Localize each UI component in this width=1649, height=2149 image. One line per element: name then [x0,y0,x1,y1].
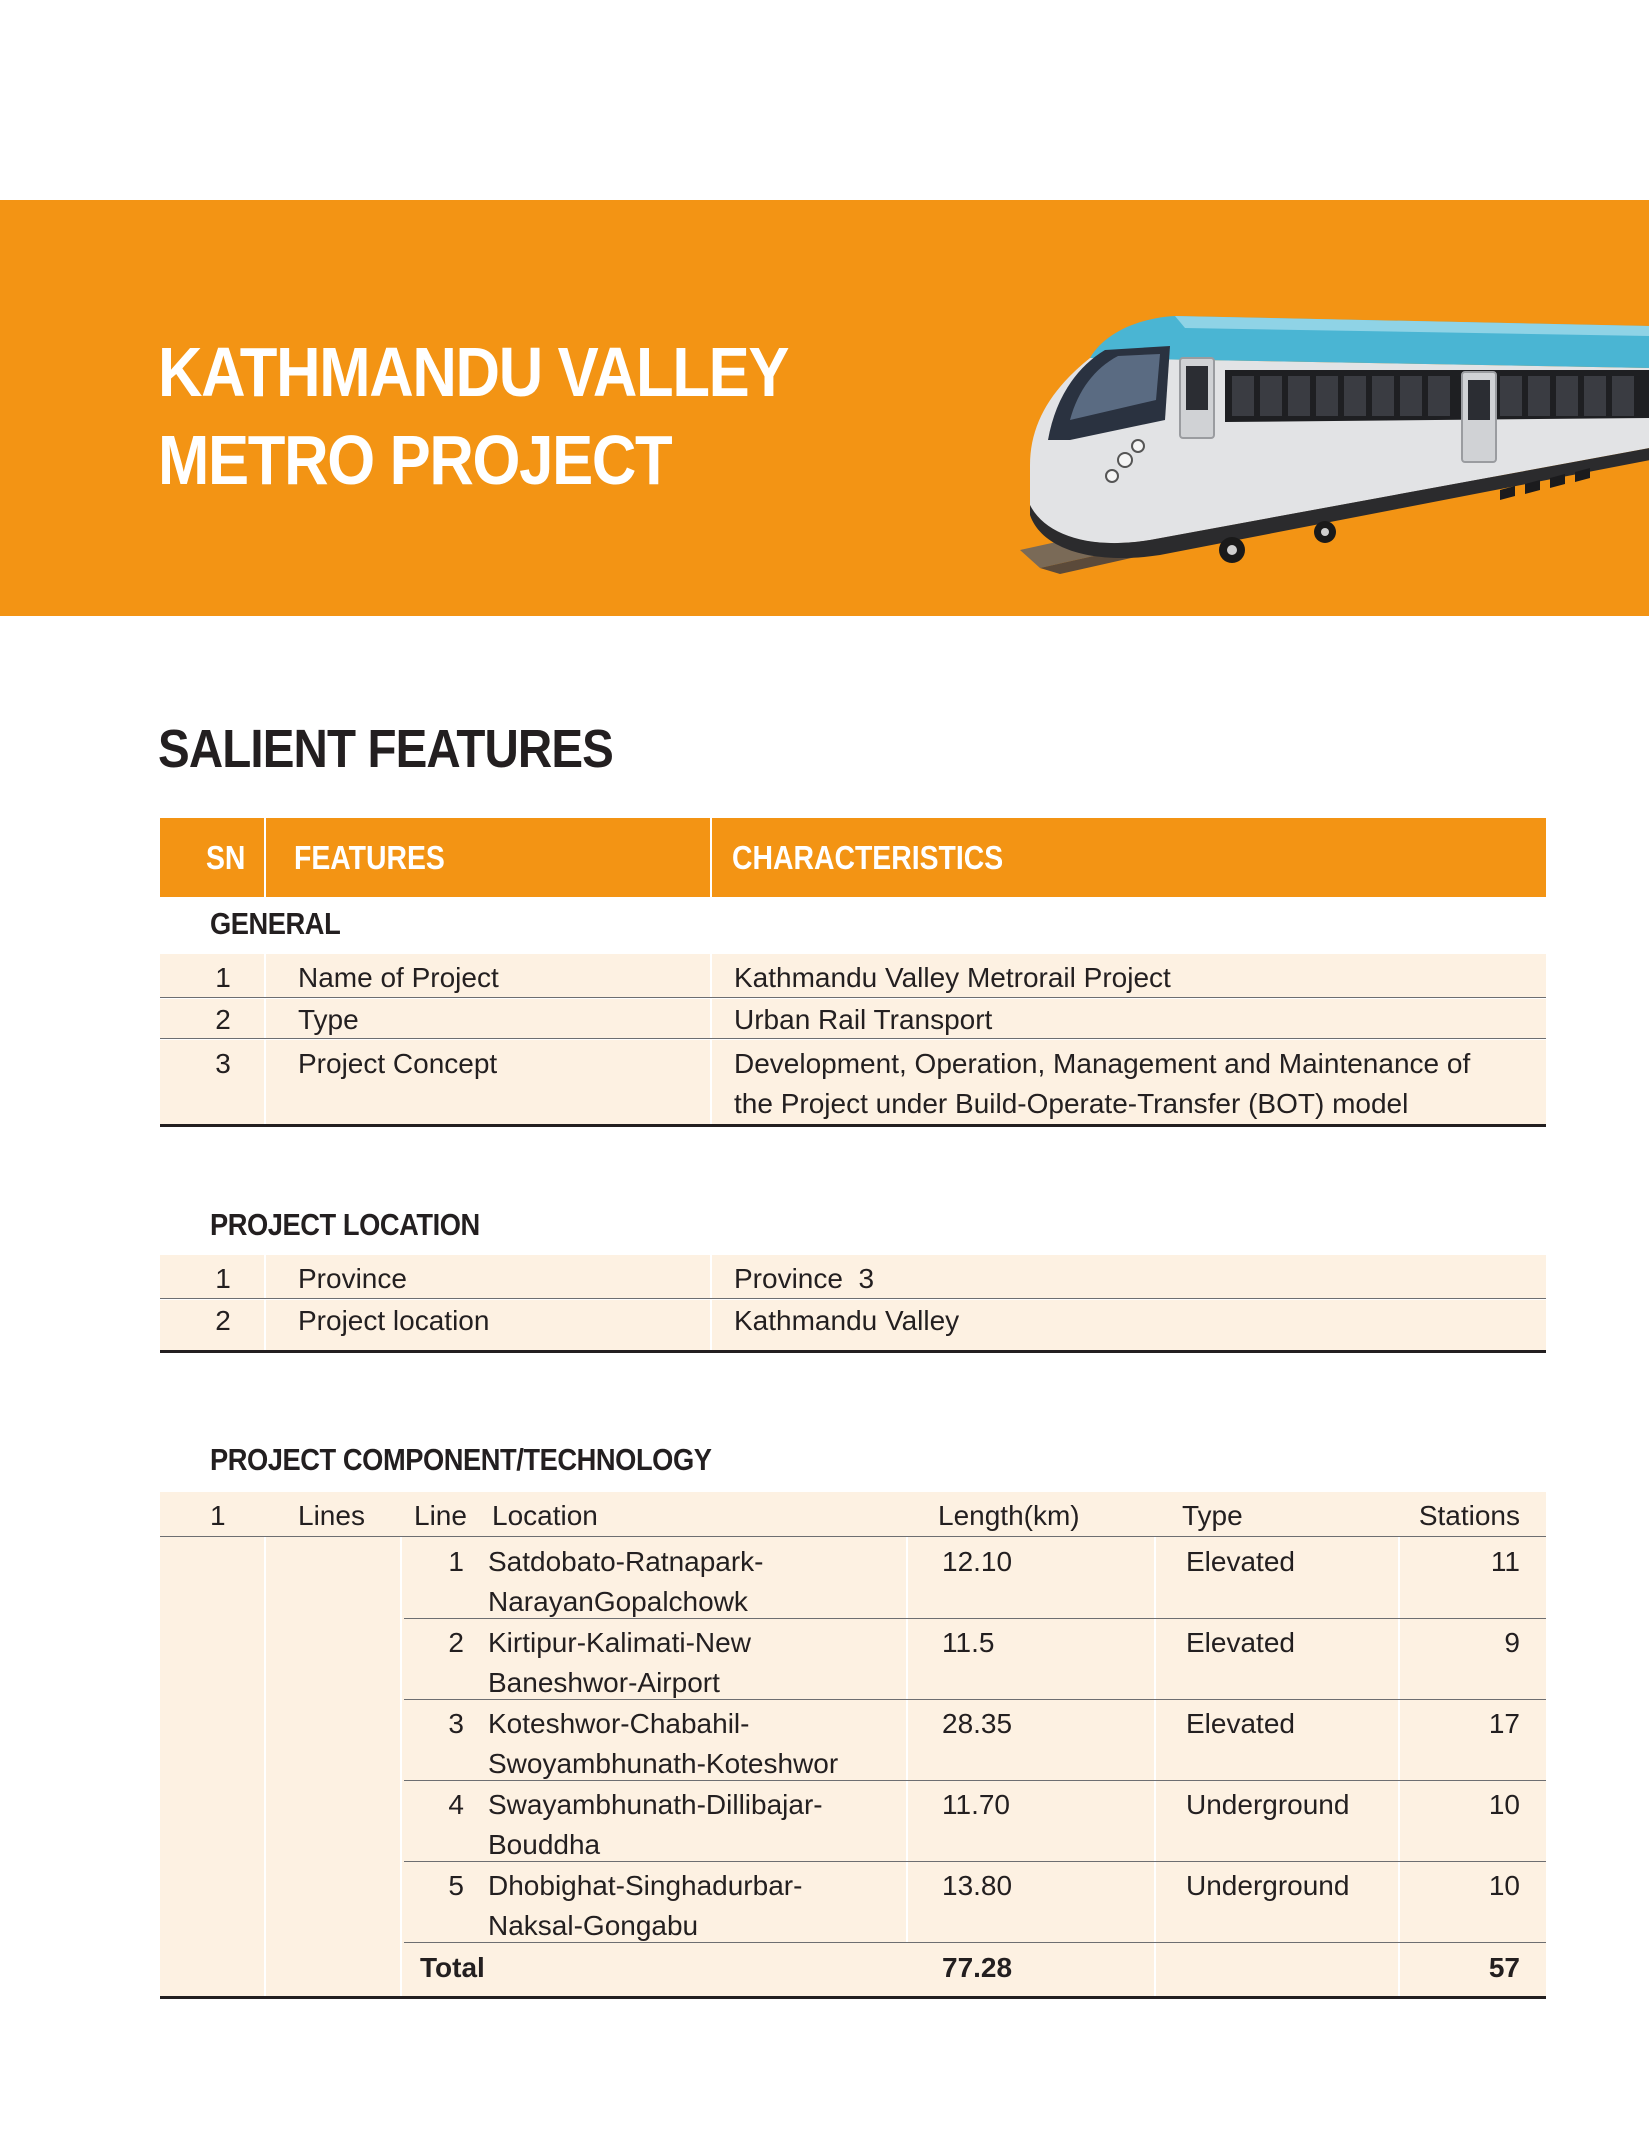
column-type: Type [1182,1500,1243,1531]
row-sn: 2 [215,1305,231,1336]
title-banner [0,200,1649,616]
line-type: Elevated [1186,1627,1295,1658]
line-location: Dhobighat-Singhadurbar- Naksal-Gongabu [488,1870,803,1941]
row-feature: Project location [298,1305,490,1336]
line-length: 28.35 [942,1708,1013,1739]
line-location: Kirtipur-Kalimati-New Baneshwor-Airport [488,1627,751,1698]
row-characteristic: Kathmandu Valley Metrorail Project [734,962,1171,993]
total-label: Total [420,1952,485,1983]
table-row [160,1255,1546,1299]
component-label: Lines [298,1500,365,1531]
column-stations: Stations [1418,1500,1520,1531]
row-feature: Project Concept [298,1048,498,1079]
row-feature: Province [298,1263,407,1294]
section-heading: SALIENT FEATURES [158,719,613,779]
title-line-1: KATHMANDU VALLEY [158,333,789,411]
line-type: Elevated [1186,1546,1295,1577]
line-type: Underground [1186,1789,1350,1820]
header-sn: SN [206,839,246,876]
row-sn: 1 [215,962,231,993]
group-title-component: PROJECT COMPONENT/TECHNOLOGY [210,1442,712,1477]
table-row [160,954,1546,998]
total-row [404,1942,1546,1996]
table-header [160,818,1546,897]
table-row [404,1619,1546,1700]
line-number: 1 [448,1546,464,1577]
table-row [404,1538,1546,1619]
table-row [160,1040,1546,1127]
component-sn: 1 [210,1500,226,1531]
line-number: 2 [448,1627,464,1658]
line-length: 11.5 [942,1627,995,1658]
metro-train-illustration [1000,250,1649,590]
line-stations: 17 [1488,1708,1520,1739]
characteristic-line: Development, Operation, Management and Maintenance of [734,1048,1471,1079]
column-line: Line [414,1500,467,1531]
total-length: 77.28 [942,1952,1013,1983]
table-row [160,1300,1546,1353]
row-feature: Name of Project [298,962,499,993]
line-type: Underground [1186,1870,1350,1901]
table-row [160,999,1546,1039]
row-characteristic: Kathmandu Valley [734,1305,960,1336]
row-sn: 3 [215,1048,231,1079]
line-stations: 10 [1488,1789,1520,1820]
row-sn: 2 [215,1004,231,1035]
component-header-row [160,1492,1546,1537]
component-table [160,1492,1546,1999]
line-length: 11.70 [942,1789,1010,1820]
header-divider [264,818,266,897]
row-characteristic: Province 3 [734,1263,875,1294]
column-length: Length(km) [938,1500,1080,1531]
line-length: 12.10 [942,1546,1013,1577]
header-features: FEATURES [294,839,445,876]
line-location: Swayambhunath-Dillibajar- Bouddha [488,1789,823,1860]
row-sn: 1 [215,1263,231,1294]
table-row [404,1781,1546,1862]
line-type: Elevated [1186,1708,1295,1739]
line-location: Satdobato-Ratnapark- NarayanGopalchowk [488,1546,764,1617]
line-length: 13.80 [942,1870,1013,1901]
line-stations: 10 [1488,1870,1520,1901]
document-title [158,328,788,504]
column-location: Location [492,1500,598,1531]
group-title-general: GENERAL [210,906,341,941]
row-characteristic: Urban Rail Transport [734,1004,993,1035]
line-stations: 9 [1504,1627,1520,1658]
characteristic-line: the Project under Build-Operate-Transfer (BOT) model [734,1088,1409,1119]
table-row [404,1700,1546,1781]
line-stations: 11 [1490,1546,1520,1577]
title-line-2: METRO PROJECT [158,421,672,499]
group-title-location: PROJECT LOCATION [210,1207,480,1242]
total-stations: 57 [1488,1952,1520,1983]
row-characteristic [734,1044,1524,1124]
line-number: 4 [448,1789,464,1820]
line-number: 5 [448,1870,464,1901]
table-row [404,1862,1546,1943]
line-number: 3 [448,1708,464,1739]
header-divider [710,818,712,897]
line-location: Koteshwor-Chabahil- Swoyambhunath-Koteshwor [488,1708,839,1779]
header-characteristics: CHARACTERISTICS [732,839,1004,876]
row-feature: Type [298,1004,359,1035]
